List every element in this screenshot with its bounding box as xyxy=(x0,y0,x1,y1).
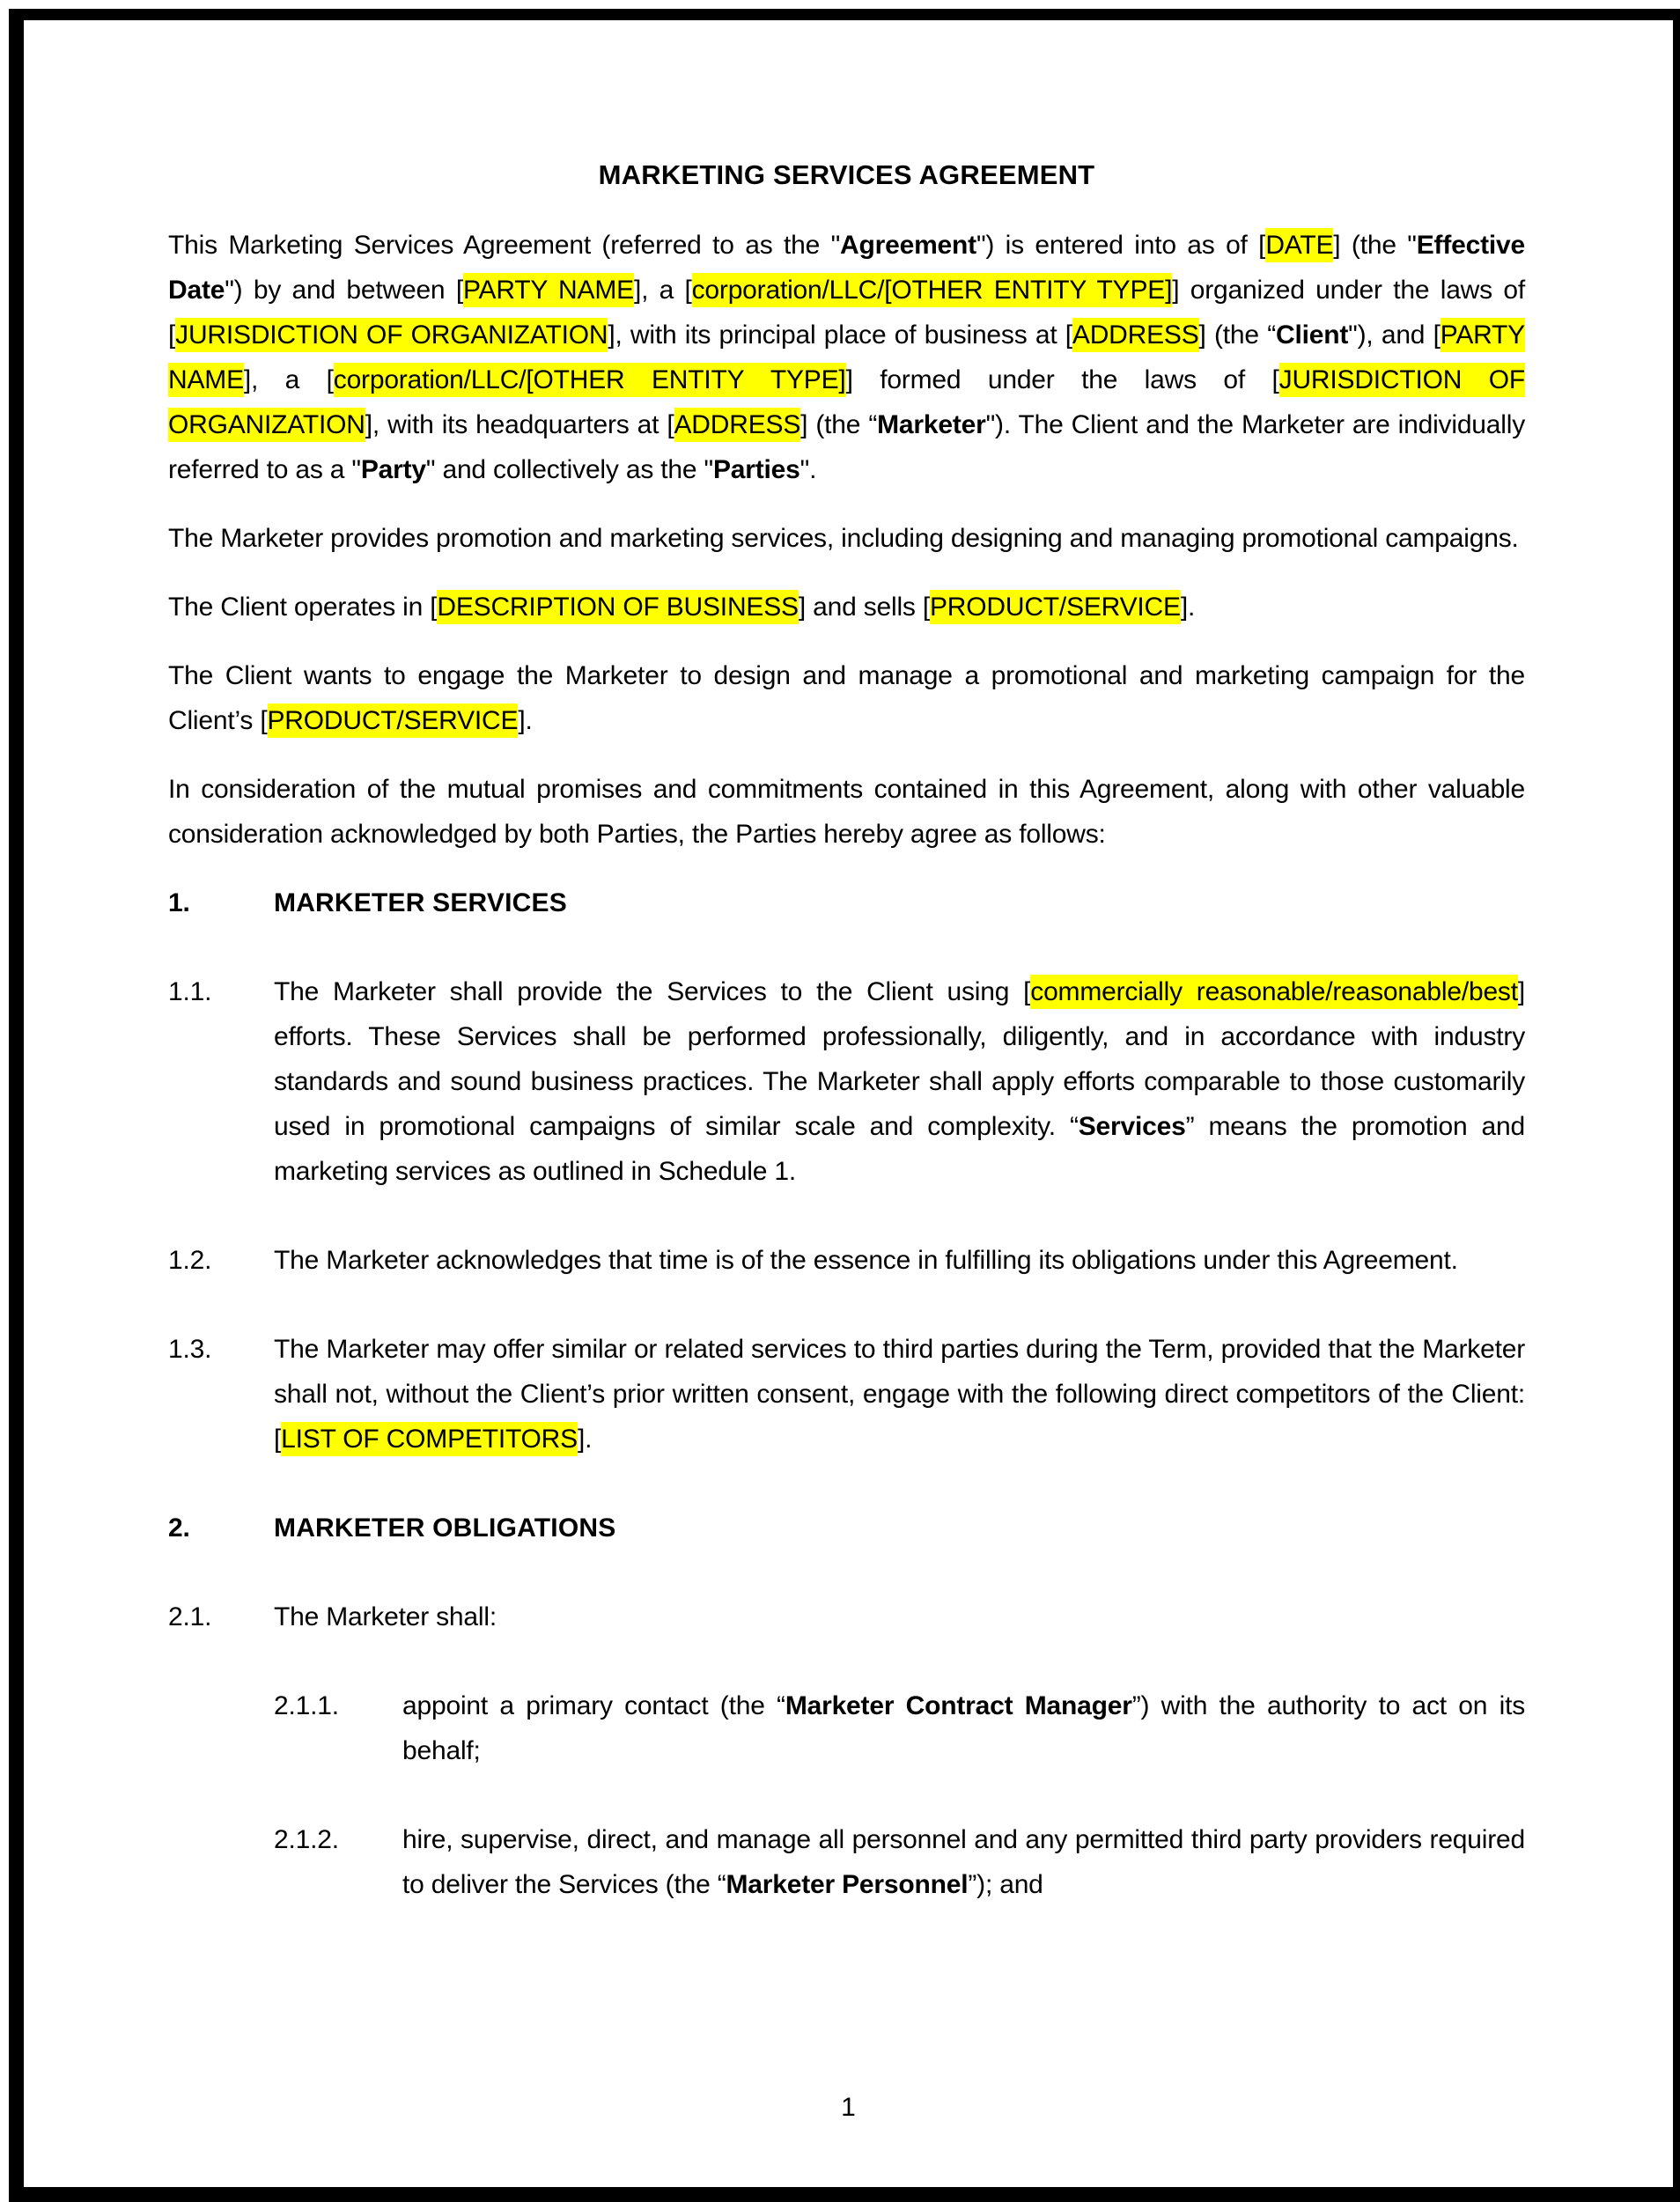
bold-text: MARKETER SERVICES xyxy=(274,888,567,917)
highlighted-placeholder: PARTY NAME xyxy=(463,273,634,307)
text-run: ] (the “ xyxy=(1198,320,1276,350)
list-item xyxy=(168,1238,1525,1283)
text-run: ” means the promotion and marketing services as outlined in Schedule 1. xyxy=(274,1112,1525,1186)
text-run: The Client operates in [ xyxy=(168,593,438,622)
text-run: "). The Client and the Marketer are individually referred to as a " xyxy=(168,410,1526,484)
highlighted-placeholder: PARTY NAME xyxy=(168,318,1525,397)
page-number-footer: 1 xyxy=(841,2093,856,2122)
text-run: ] formed under the laws of [ xyxy=(845,365,1279,394)
bold-text: Marketer xyxy=(877,410,986,439)
text-run: The Marketer shall: xyxy=(274,1602,497,1631)
bold-text: Marketer Contract Manager xyxy=(785,1691,1132,1720)
item-number: 1.2. xyxy=(168,1246,212,1275)
text-run: hire, supervise, direct, and manage all personnel and any permitted third party providers required to deliver the Services (the “ xyxy=(402,1825,1525,1899)
heading-number: 2. xyxy=(168,1513,190,1543)
text-run: ] (the “ xyxy=(800,410,878,439)
text-run: ") by and between [ xyxy=(225,276,463,305)
highlighted-placeholder: ADDRESS xyxy=(1072,318,1199,352)
list-item xyxy=(274,1683,1525,1773)
highlighted-placeholder: DESCRIPTION OF BUSINESS xyxy=(437,590,798,624)
text-run: ]. xyxy=(577,1425,593,1454)
text-run: ") is entered into as of [ xyxy=(976,231,1266,260)
text-run: ”); and xyxy=(968,1870,1043,1899)
text-run: ”) with the authority to act on its behalf; xyxy=(402,1691,1525,1765)
bold-text: Parties xyxy=(712,455,800,484)
text-run: This Marketing Services Agreement (referred to as the " xyxy=(168,231,841,260)
highlighted-placeholder: LIST OF COMPETITORS xyxy=(281,1422,578,1456)
item-number: 2.1.2. xyxy=(274,1825,339,1854)
item-text xyxy=(274,969,1525,1194)
paragraph xyxy=(168,767,1525,857)
text-run: ] and sells [ xyxy=(798,593,930,622)
page-title: MARKETING SERVICES AGREEMENT xyxy=(598,159,1095,190)
text-run: ] organized under the laws of [ xyxy=(168,276,1525,350)
text-run: The Marketer may offer similar or related services to third parties during the Term, provided that the Marketer shall not, without the Client’s prior written consent, engage with the following direct competitors of the Client: [ xyxy=(274,1335,1525,1454)
text-run: The Marketer shall provide the Services to the Client using [ xyxy=(274,977,1031,1006)
text-run: In consideration of the mutual promises and commitments contained in this Agreement, along with other valuable consideration acknowledged by both Parties, the Parties hereby agree as follows: xyxy=(168,775,1525,849)
text-run: " and collectively as the " xyxy=(425,455,713,484)
bold-text: MARKETER OBLIGATIONS xyxy=(274,1513,616,1543)
highlighted-placeholder: DATE xyxy=(1265,228,1333,262)
text-run: ] (the " xyxy=(1333,231,1417,260)
text-run: ], a [ xyxy=(633,276,692,305)
section-heading xyxy=(168,880,1525,925)
item-text xyxy=(274,1327,1525,1462)
highlighted-placeholder: JURISDICTION OF ORGANIZATION xyxy=(168,363,1525,442)
paragraph xyxy=(168,223,1525,492)
document-page xyxy=(9,9,1680,2202)
item-number: 2.1. xyxy=(168,1602,212,1631)
item-text xyxy=(402,1683,1525,1773)
list-item xyxy=(168,1327,1525,1462)
bold-text: Marketer Personnel xyxy=(726,1870,969,1899)
bold-text: Effective Date xyxy=(168,231,1525,305)
bold-text: Services xyxy=(1078,1112,1186,1141)
text-run: appoint a primary contact (the “ xyxy=(402,1691,785,1720)
highlighted-placeholder: JURISDICTION OF ORGANIZATION xyxy=(175,318,608,352)
paragraph xyxy=(168,585,1525,630)
highlighted-placeholder: corporation/LLC/[OTHER ENTITY TYPE] xyxy=(692,273,1173,307)
heading-text xyxy=(274,880,1525,925)
text-run: ], with its principal place of business at [ xyxy=(608,320,1072,350)
paragraph xyxy=(168,516,1525,561)
heading-text xyxy=(274,1506,1525,1550)
item-number: 1.1. xyxy=(168,977,212,1006)
item-text xyxy=(274,1238,1525,1283)
bold-text: Agreement xyxy=(840,231,976,260)
text-run: ] efforts. These Services shall be performed professionally, diligently, and in accordance with industry standards and sound business practices. The Marketer shall apply efforts comparable to those customarily used in promotional campaigns of similar scale and complexity. “ xyxy=(274,977,1526,1141)
highlighted-placeholder: ADDRESS xyxy=(674,408,801,442)
text-run: The Marketer acknowledges that time is of the essence in fulfilling its obligations under this Agreement. xyxy=(274,1246,1458,1275)
heading-number: 1. xyxy=(168,888,190,917)
bold-text: Client xyxy=(1276,320,1349,350)
list-item xyxy=(168,969,1525,1194)
list-item xyxy=(168,1594,1525,1639)
section-heading xyxy=(168,1506,1525,1550)
item-text xyxy=(402,1817,1525,1907)
item-text xyxy=(274,1594,1525,1639)
text-run: ], with its headquarters at [ xyxy=(365,410,674,439)
highlighted-placeholder: corporation/LLC/[OTHER ENTITY TYPE] xyxy=(334,363,846,397)
highlighted-placeholder: commercially reasonable/reasonable/best xyxy=(1030,975,1518,1009)
highlighted-placeholder: PRODUCT/SERVICE xyxy=(930,590,1181,624)
text-run: The Marketer provides promotion and marketing services, including designing and managing promotional campaigns. xyxy=(168,524,1519,553)
highlighted-placeholder: PRODUCT/SERVICE xyxy=(268,703,519,738)
paragraph xyxy=(168,653,1525,743)
item-number: 2.1.1. xyxy=(274,1691,339,1720)
text-run: "), and [ xyxy=(1348,320,1441,350)
text-run: ], a [ xyxy=(243,365,334,394)
bold-text: Party xyxy=(360,455,426,484)
item-number: 1.3. xyxy=(168,1335,212,1364)
text-run: The Client wants to engage the Marketer to design and manage a promotional and marketing campaign for the Client’s [ xyxy=(168,661,1525,735)
document-body xyxy=(168,223,1525,1907)
text-run: ]. xyxy=(518,706,533,735)
text-run: ]. xyxy=(1180,593,1196,622)
text-run: ". xyxy=(799,455,817,484)
list-item xyxy=(274,1817,1525,1907)
